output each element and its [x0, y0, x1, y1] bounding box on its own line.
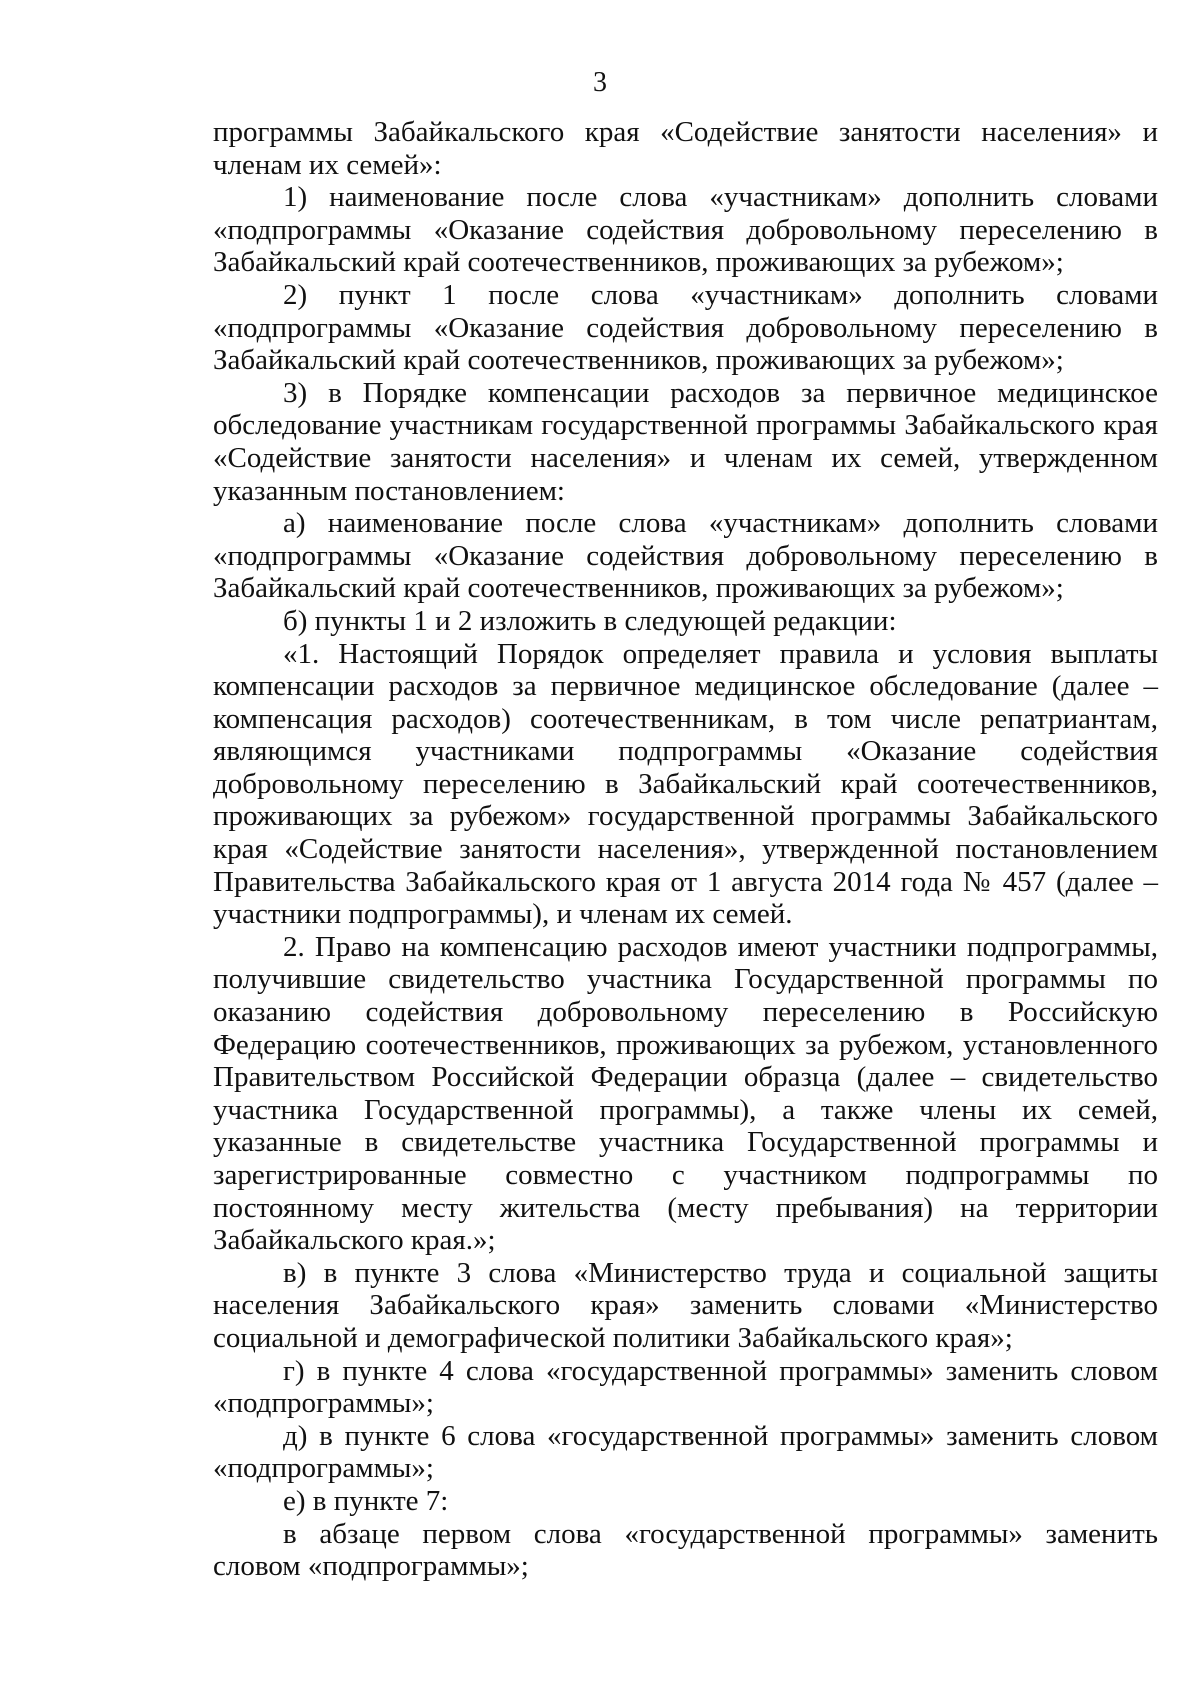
paragraph-continuation: программы Забайкальского края «Содействие занятости населения» и членам их семей»: [213, 116, 1158, 181]
paragraph-clause-1: «1. Настоящий Порядок определяет правила и условия выплаты компенсации расходов за первичное медицинское обследование (далее – компенсация расходов) соотечественникам, в том числе репатриантам, являющимся участниками подпрограммы «Оказание содействия добровольному переселению в Забайкальский край соотечественников, проживающих за рубежом» государственной программы Забайкальского края «Содействие занятости населения», утвержденной постановлением Правительства Забайкальского края от 1 августа 2014 года № 457 (далее – участники подпрограммы), и членам их семей. [213, 637, 1158, 931]
document-body [213, 116, 1158, 1583]
paragraph-item-g: г) в пункте 4 слова «государственной программы» заменить словом «подпрограммы»; [213, 1354, 1158, 1420]
paragraph-item-v: в) в пункте 3 слова «Министерство труда и социальной защиты населения Забайкальского края» заменить словами «Министерство социальной и демографической политики Забайкальского края»; [213, 1256, 1158, 1354]
paragraph-item-e-first-abzac: в абзаце первом слова «государственной программы» заменить словом «подпрограммы»; [213, 1517, 1158, 1583]
paragraph-item-a: а) наименование после слова «участникам» дополнить словами «подпрограммы «Оказание содействия добровольному переселению в Забайкальский край соотечественников, проживающих за рубежом»; [213, 507, 1158, 605]
paragraph-clause-2: 2. Право на компенсацию расходов имеют участники подпрограммы, получившие свидетельство участника Государственной программы по оказанию содействия добровольному переселению в Российскую Федерацию соотечественников, проживающих за рубежом, установленного Правительством Российской Федерации образца (далее – свидетельство участника Государственной программы), а также члены их семей, указанные в свидетельстве участника Государственной программы и зарегистрированные совместно с участником подпрограммы по постоянному месту жительства (месту пребывания) на территории Забайкальского края.»; [213, 930, 1158, 1257]
paragraph-item-d: д) в пункте 6 слова «государственной программы» заменить словом «подпрограммы»; [213, 1419, 1158, 1485]
paragraph-item-b: б) пункты 1 и 2 изложить в следующей редакции: [283, 604, 897, 637]
paragraph-item-3: 3) в Порядке компенсации расходов за первичное медицинское обследование участникам государственной программы Забайкальского края «Содействие занятости населения» и членам их семей, утвержденном указанным постановлением: [213, 376, 1158, 507]
paragraph-item-e: е) в пункте 7: [283, 1484, 449, 1517]
paragraph-item-2: 2) пункт 1 после слова «участникам» дополнить словами «подпрограммы «Оказание содействия добровольному переселению в Забайкальский край соотечественников, проживающих за рубежом»; [213, 278, 1158, 377]
paragraph-item-1: 1) наименование после слова «участникам» дополнить словами «подпрограммы «Оказание содействия добровольному переселению в Забайкальский край соотечественников, проживающих за рубежом»; [213, 181, 1158, 279]
page-number: 3 [593, 67, 607, 98]
